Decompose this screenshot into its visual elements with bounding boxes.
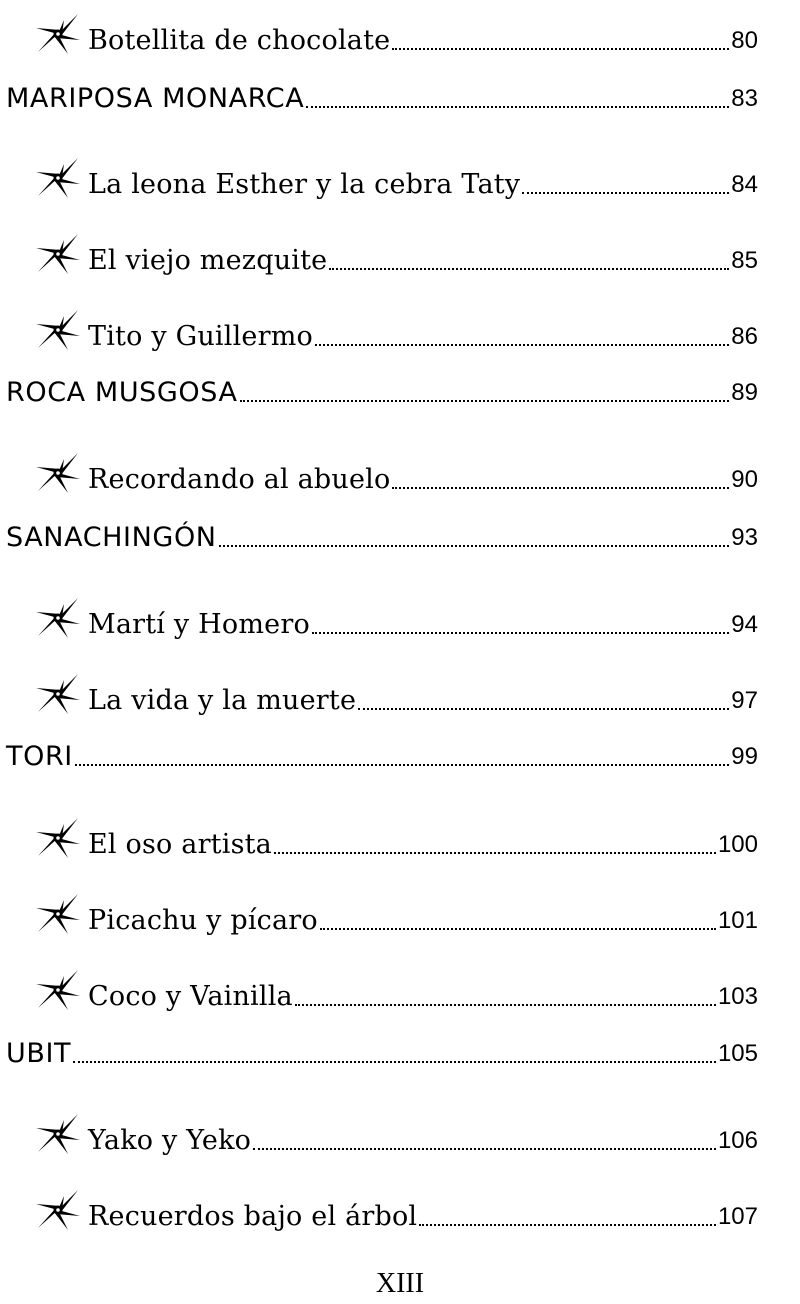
toc-page-number: 86 — [731, 323, 758, 350]
pinwheel-star-icon — [34, 596, 82, 640]
toc-page-number: 100 — [717, 831, 758, 858]
toc-page-number: 94 — [731, 611, 758, 638]
toc-entry-title: La vida y la muerte — [88, 685, 357, 716]
dot-leader — [320, 928, 716, 930]
toc-entry-botellita-de-chocolate[interactable] — [34, 18, 758, 58]
pinwheel-star-icon — [34, 892, 82, 936]
toc-section-roca-musgosa[interactable] — [6, 370, 758, 410]
dot-leader — [392, 487, 729, 489]
toc-entry-title: La leona Esther y la cebra Taty — [88, 169, 521, 200]
toc-page-number: 80 — [731, 27, 758, 54]
toc-section-sanachingon[interactable] — [6, 515, 758, 555]
toc-page-number: 85 — [731, 247, 758, 274]
toc-entry-title: Recuerdos bajo el árbol — [88, 1201, 418, 1232]
toc-entry-coco-y-vainilla[interactable] — [34, 974, 758, 1014]
pinwheel-star-icon — [34, 451, 82, 495]
toc-page-number: 107 — [717, 1203, 758, 1230]
dot-leader — [358, 708, 729, 710]
toc-entry-title: Picachu y pícaro — [88, 905, 318, 936]
toc-entry-title: Botellita de chocolate — [88, 25, 391, 56]
toc-entry-title: Coco y Vainilla — [88, 981, 293, 1012]
toc-section-tori[interactable] — [6, 734, 758, 774]
dot-leader — [522, 192, 729, 194]
dot-leader — [295, 1004, 716, 1006]
toc-entry-tito-y-guillermo[interactable] — [34, 314, 758, 354]
dot-leader — [392, 48, 729, 50]
toc-section-ubit[interactable] — [6, 1031, 758, 1071]
dot-leader — [75, 764, 729, 766]
toc-page-number: 93 — [731, 524, 758, 551]
pinwheel-star-icon — [34, 1188, 82, 1232]
toc-entry-title: Martí y Homero — [88, 609, 310, 640]
toc-section-title: ROCA MUSGOSA — [6, 377, 238, 408]
toc-entry-title: Recordando al abuelo — [88, 464, 391, 495]
toc-page-number: 106 — [717, 1127, 758, 1154]
toc-page-number: 83 — [731, 85, 758, 112]
dot-leader — [306, 106, 729, 108]
dot-leader — [329, 268, 729, 270]
pinwheel-star-icon — [34, 308, 82, 352]
dot-leader — [274, 852, 716, 854]
toc-page-number: 84 — [731, 171, 758, 198]
toc-page-number: 99 — [731, 743, 758, 770]
toc-entry-picachu-y-picaro[interactable] — [34, 898, 758, 938]
toc-entry-el-oso-artista[interactable] — [34, 822, 758, 862]
toc-section-title: MARIPOSA MONARCA — [6, 83, 305, 114]
toc-page-number: 90 — [731, 466, 758, 493]
toc-entry-la-leona-esther[interactable] — [34, 162, 758, 202]
toc-entry-title: Yako y Yeko — [88, 1125, 252, 1156]
toc-section-title: TORI — [6, 741, 73, 772]
toc-section-mariposa-monarca[interactable] — [6, 76, 758, 116]
toc-page-number: 89 — [731, 379, 758, 406]
toc-page-number: 101 — [717, 907, 758, 934]
dot-leader — [219, 545, 730, 547]
dot-leader — [312, 632, 729, 634]
pinwheel-star-icon — [34, 12, 82, 56]
toc-entry-recuerdos-bajo-el-arbol[interactable] — [34, 1194, 758, 1234]
pinwheel-star-icon — [34, 672, 82, 716]
pinwheel-star-icon — [34, 232, 82, 276]
dot-leader — [253, 1148, 716, 1150]
toc-entry-yako-y-yeko[interactable] — [34, 1118, 758, 1158]
toc-page-number: 105 — [717, 1040, 758, 1067]
dot-leader — [73, 1061, 716, 1063]
toc-entry-el-viejo-mezquite[interactable] — [34, 238, 758, 278]
dot-leader — [419, 1224, 716, 1226]
toc-entry-marti-y-homero[interactable] — [34, 602, 758, 642]
pinwheel-star-icon — [34, 156, 82, 200]
toc-entry-recordando-al-abuelo[interactable] — [34, 457, 758, 497]
toc-entry-title: El oso artista — [88, 829, 272, 860]
toc-section-title: UBIT — [6, 1038, 72, 1069]
pinwheel-star-icon — [34, 1112, 82, 1156]
dot-leader — [240, 400, 730, 402]
toc-section-title: SANACHINGÓN — [6, 522, 217, 553]
pinwheel-star-icon — [34, 816, 82, 860]
dot-leader — [315, 344, 729, 346]
pinwheel-star-icon — [34, 968, 82, 1012]
toc-entry-title: Tito y Guillermo — [88, 321, 313, 352]
toc-page-number: 103 — [717, 983, 758, 1010]
toc-entry-la-vida-y-la-muerte[interactable] — [34, 678, 758, 718]
toc-entry-title: El viejo mezquite — [88, 245, 328, 276]
page-folio: XIII — [375, 1268, 425, 1299]
toc-page-number: 97 — [731, 687, 758, 714]
